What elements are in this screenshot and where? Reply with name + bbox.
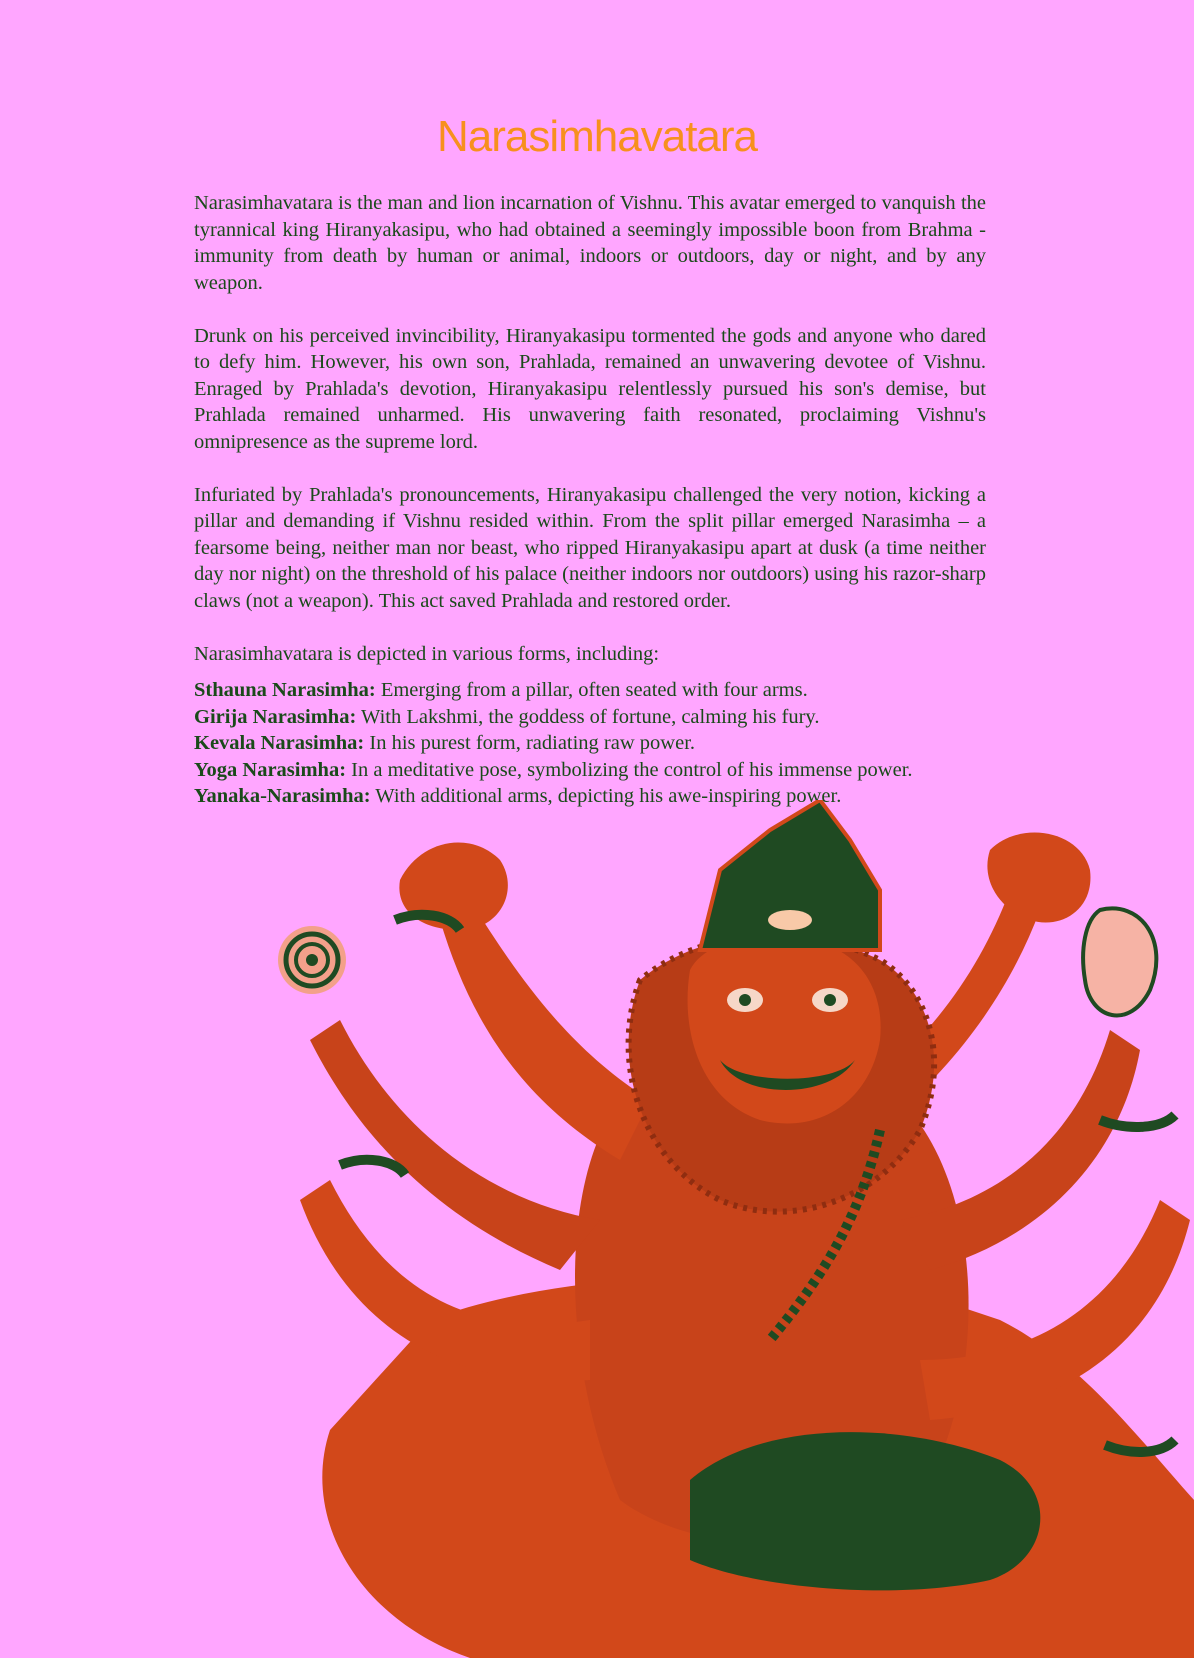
article-body: [194, 190, 986, 810]
discus-icon: [278, 926, 346, 994]
form-desc: In a meditative pose, symbolizing the control of his immense power.: [346, 758, 913, 781]
paragraph-intro: Narasimhavatara is the man and lion incarnation of Vishnu. This avatar emerged to vanquish the tyrannical king Hiranyakasipu, who had obtained a seemingly impossible boon from Brahma - immunity from death by human or animal, indoors or outdoors, day or night, and by any weapon.: [194, 192, 986, 294]
form-desc: With additional arms, depicting his awe-inspiring power.: [370, 785, 842, 807]
form-desc: Emerging from a pillar, often seated with four arms.: [375, 679, 808, 701]
forms-intro: Narasimhavatara is depicted in various forms, including:: [194, 642, 660, 665]
form-name: Yanaka-Narasimha:: [194, 785, 371, 807]
conch-icon: [1083, 908, 1156, 1015]
form-item: [194, 704, 986, 731]
forms-list: [194, 677, 986, 810]
paragraph-prahlada: Drunk on his perceived invincibility, Hiranyakasipu tormented the gods and anyone who dared to defy him. However, his own son, Prahlada, remained an unwavering devotee of Vishnu. Enraged by Prahlada's devotion, Hiranyakasipu relentlessly pursued his son's demise, but Prahlada remained unharmed. His unwavering faith resonated, proclaiming Vishnu's omnipresence as the supreme lord.: [194, 324, 986, 453]
form-name: Girija Narasimha:: [194, 705, 357, 728]
paragraph-pillar: Infuriated by Prahlada's pronouncements, Hiranyakasipu challenged the very notion, kicking a pillar and demanding if Vishnu resided within. From the split pillar emerged Narasimha – a fearsome being, neither man nor beast, who ripped Hiranyakasipu apart at dusk (a time neither day nor night) on the threshold of his palace (neither indoors nor outdoors) using his razor-sharp claws (not a weapon). This act saved Prahlada and restored order.: [194, 483, 986, 612]
narasimha-illustration: [0, 800, 1194, 1658]
demon-figure: [690, 1432, 1040, 1590]
form-item: [194, 677, 986, 704]
form-name: Yoga Narasimha:: [194, 758, 347, 781]
form-name: Sthauna Narasimha:: [194, 679, 376, 701]
crown-jewel: [768, 910, 812, 930]
page-title: Narasimhavatara: [436, 112, 758, 161]
form-name: Kevala Narasimha:: [194, 732, 365, 754]
form-desc: In his purest form, radiating raw power.: [364, 732, 696, 754]
form-item: [194, 757, 986, 784]
form-item: [194, 730, 986, 757]
form-desc: With Lakshmi, the goddess of fortune, calming his fury.: [356, 705, 820, 728]
figure-arm-upper-left: [440, 900, 650, 1160]
